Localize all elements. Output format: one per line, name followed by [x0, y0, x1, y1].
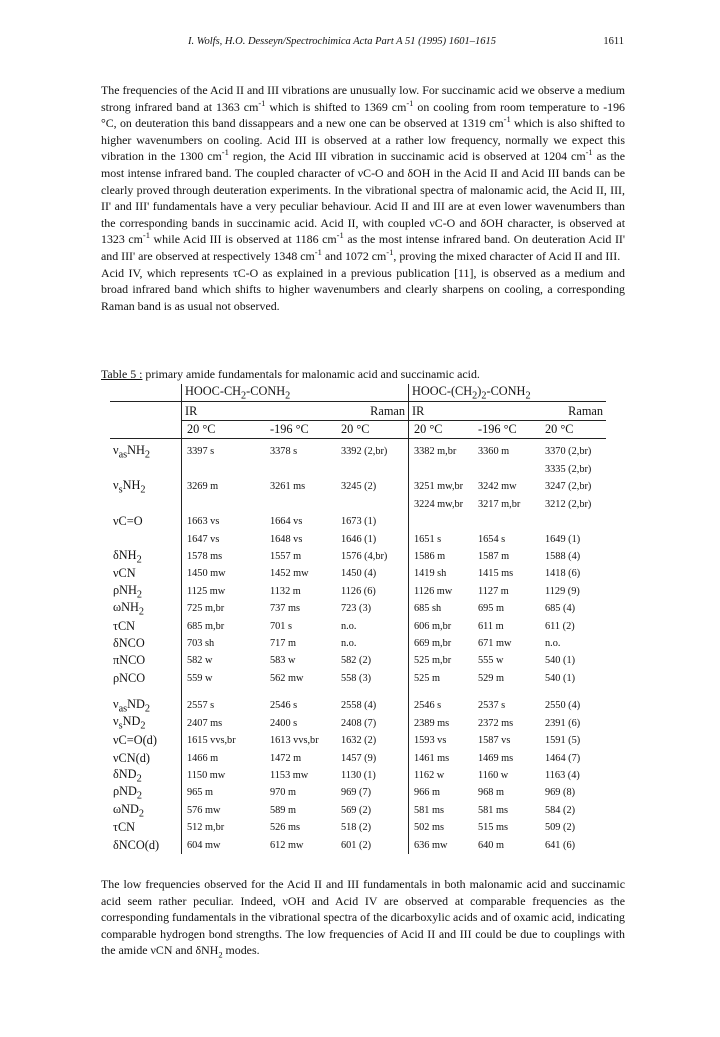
table-row: [110, 802, 606, 819]
table-cell: 685 m,br: [182, 617, 261, 634]
table-cell: n.o.: [545, 638, 561, 650]
table-cell: 540 (1): [545, 672, 576, 684]
table-cell: 2546 s: [409, 697, 474, 714]
paragraph-acid-iv: Acid IV, which represents τC-O as explained in a previous publication [11], is observed as a medium and broad infrared band which shifts to higher wavenumbers and clearly sharpens on cooling, a corresponding Raman band is as usual not observed.: [101, 265, 625, 313]
table-cell: 685 sh: [409, 600, 474, 617]
table-row: [110, 749, 606, 766]
table-cell: 611 (2): [545, 620, 575, 632]
superscript: -1: [221, 147, 229, 158]
table-cell: 1663 vs: [182, 513, 261, 530]
table-row: [110, 461, 606, 478]
table-cell: 968 m: [478, 787, 505, 799]
table-cell: 2558 (4): [341, 700, 377, 712]
raman-header: Raman: [541, 402, 606, 420]
table-header-methods: [110, 402, 606, 420]
table-cell: 3335 (2,br): [545, 463, 592, 475]
table-cell: 581 ms: [409, 802, 474, 819]
mode-label: ρNCO: [113, 670, 146, 685]
superscript: -1: [142, 230, 150, 241]
paragraph-low-frequencies: The low frequencies observed for the Acid II and III fundamentals in both malonamic acid and succinamic acid seem rather peculiar. Indeed, νOH and Acid IV are observed at comparable frequencies as the corresponding fundamentals in the vibrational spectra of the dicarboxylic acids and of oxamic acid, indicating comparable hydrogen bond strengths. The low frequencies of Acid II and III could be due to couplings with the amide νCN and δNH$_2$ modes.: [101, 877, 625, 960]
table-cell: 723 (3): [341, 603, 372, 615]
journal-citation: I. Wolfs, H.O. Desseyn/Spectrochimica Acta Part A 51 (1995) 1601–1615: [187, 36, 497, 47]
table-row: [110, 439, 606, 461]
table-cell: 1160 w: [478, 769, 509, 781]
table-cell: 685 (4): [545, 603, 576, 615]
table-row: [110, 767, 606, 784]
table-row: [110, 600, 606, 617]
table-cell: [260, 461, 337, 478]
table-cell: 604 mw: [182, 836, 261, 853]
mode-label: ωNH$_2$: [113, 600, 144, 618]
mode-label: ρNH$_2$: [113, 582, 143, 600]
table-cell: 3382 m,br: [409, 439, 474, 461]
mode-label: νC=O(d): [113, 733, 157, 748]
table-cell: 1163 (4): [545, 769, 580, 781]
table-cell: 2400 s: [270, 717, 298, 729]
superscript: -1: [503, 114, 511, 125]
body-text-bottom: [101, 876, 625, 959]
mode-label: $\nu_sND_2$: [113, 714, 146, 732]
table-cell: 1419 sh: [409, 565, 474, 582]
table-row: [110, 819, 606, 836]
table-cell: 970 m: [270, 787, 297, 799]
table-cell: 555 w: [478, 655, 504, 667]
table-cell: 509 (2): [545, 822, 576, 834]
table-cell: 2550 (4): [545, 700, 581, 712]
table-row: [110, 478, 606, 495]
table-cell: 3247 (2,br): [545, 481, 592, 493]
table-cell: 1647 vs: [182, 530, 261, 547]
table-cell: 671 mw: [478, 638, 512, 650]
table-row: [110, 697, 606, 714]
table-cell: 1587 m: [478, 550, 510, 562]
table-cell: 529 m: [478, 672, 505, 684]
malonamic-acid-formula: HOOC-$CH_2-CONH_2$: [182, 384, 409, 402]
mode-label: τCN: [113, 618, 136, 633]
table-cell: 1593 vs: [409, 732, 474, 749]
table-cell: 3245 (2): [341, 481, 377, 493]
table-cell: 1587 vs: [478, 735, 511, 747]
table-cell: 3378 s: [270, 446, 298, 458]
mode-label: ρND$_2$: [113, 784, 143, 802]
table-cell: 1654 s: [478, 533, 506, 545]
table-cell: 582 (2): [341, 655, 372, 667]
table-cell: 2372 ms: [478, 717, 514, 729]
table-row: [110, 530, 606, 547]
table-cell: 3397 s: [182, 439, 261, 461]
table-cell: 2557 s: [182, 697, 261, 714]
table-cell: 3360 m: [478, 446, 510, 458]
mode-label: $\nu_sNH_2$: [113, 478, 146, 496]
table-cell: 737 ms: [270, 603, 301, 615]
mode-label: δNCO: [113, 636, 145, 651]
body-text-top: [101, 82, 625, 314]
table-cell: 3212 (2,br): [545, 498, 592, 510]
mode-label: ωND$_2$: [113, 801, 144, 820]
table-cell: 1664 vs: [270, 516, 303, 528]
table-cell: [337, 496, 409, 513]
table-row: [110, 548, 606, 565]
temp-header: 20 °C: [541, 420, 606, 438]
table-cell: n.o.: [341, 638, 357, 650]
table-cell: 606 m,br: [409, 617, 474, 634]
table-label: Table 5 :: [101, 367, 143, 381]
superscript: -1: [406, 97, 414, 108]
table-row: [110, 784, 606, 801]
table-row: [110, 635, 606, 652]
table-cell: [409, 461, 474, 478]
table-cell: 3269 m: [182, 478, 261, 495]
table-header-compounds: [110, 384, 606, 402]
table-row: [110, 513, 606, 530]
table-cell: 612 mw: [270, 839, 304, 851]
table-cell: 965 m: [182, 784, 261, 801]
table-cell: [473, 513, 541, 530]
running-header: [100, 36, 624, 52]
table-cell: 584 (2): [545, 804, 576, 816]
table-cell: 669 m,br: [409, 635, 474, 652]
mode-label: τCN: [113, 820, 136, 835]
table-cell: 717 m: [270, 638, 297, 650]
table-cell: 601 (2): [341, 839, 372, 851]
table-cell: 1127 m: [478, 585, 509, 597]
succinamic-acid-formula: HOOC-$(CH_2)_2-CONH_2$: [409, 384, 607, 402]
ir-header: IR: [409, 402, 542, 420]
table-cell: 966 m: [409, 784, 474, 801]
table-row: [110, 565, 606, 582]
table-cell: 589 m: [270, 804, 297, 816]
table-cell: [182, 461, 261, 478]
table-cell: [409, 513, 474, 530]
table-cell: 1464 (7): [545, 752, 581, 764]
table-header-temperatures: [110, 420, 606, 438]
superscript: -1: [258, 97, 266, 108]
superscript: -1: [585, 147, 593, 158]
table-cell: 3261 ms: [270, 481, 306, 493]
table-cell: 1450 mw: [182, 565, 261, 582]
table-cell: 512 m,br: [182, 819, 261, 836]
table-cell: 558 (3): [341, 672, 372, 684]
table-cell: 640 m: [478, 839, 505, 851]
table-cell: 1591 (5): [545, 735, 581, 747]
temp-header: 20 °C: [182, 420, 261, 438]
table-cell: 1150 mw: [182, 767, 261, 784]
table-cell: 502 ms: [409, 819, 474, 836]
table-cell: 1472 m: [270, 752, 302, 764]
superscript: -1: [386, 246, 394, 257]
table-cell: 1673 (1): [341, 516, 377, 528]
table-cell: [337, 461, 409, 478]
table-row: [110, 836, 606, 853]
mode-label: δNCO(d): [113, 837, 160, 852]
table-cell: 1632 (2): [341, 735, 377, 747]
table-row: [110, 652, 606, 669]
table-cell: 2408 (7): [341, 717, 377, 729]
temp-header: 20 °C: [337, 420, 409, 438]
table-cell: 1649 (1): [545, 533, 581, 545]
temp-header: -196 °C: [473, 420, 541, 438]
paragraph-acid-frequencies: The frequencies of the Acid II and III vibrations are unusually low. For succinamic acid we observe a medium strong infrared band at 1363 $cm^{-1}$ which is shifted to 1369 $cm^{-1}$ on cooling from room temperature to -196 °C, on deuteration this band dissappears and a new one can be observed at 1319 $cm^{-1}$ which is also shifted to higher wavenumbers on cooling. Acid III is observed at a rather low frequency, normally we expect this vibration in the 1300 $cm^{-1}$ region, the Acid III vibration in succinamic acid is observed at 1204 $cm^{-1}$ as the most intense infrared band. The coupled character of νC-O and δOH in the Acid II and Acid III bands can be clearly proved through deuteration experiments. In the vibrational spectra of malonamic acid, the Acid II, III, II' and III' fundamentals have a very peculiar behaviour. Acid II and III are at even lower wavenumbers than the corresponding bands in succinamic acid. Acid II, with coupled νC-O and δOH character, is observed at 1323 $cm^{-1}$ while Acid III is observed at 1186 $cm^{-1}$ as the most intense infrared band. On deuteration Acid II' and III' are observed at respectively 1348 $cm^{-1}$ and 1072 $cm^{-1}$, proving the mixed character of Acid II and III.: [101, 83, 626, 263]
table-cell: 581 ms: [478, 804, 509, 816]
table-cell: 2546 s: [270, 700, 298, 712]
table-cell: 569 (2): [341, 804, 372, 816]
table-caption: [101, 366, 625, 382]
table-cell: 515 ms: [478, 822, 509, 834]
table-cell: 1466 m: [182, 749, 261, 766]
table-cell: 1586 m: [409, 548, 474, 565]
table-cell: 1450 (4): [341, 568, 377, 580]
table-cell: 1125 mw: [182, 583, 261, 600]
table-cell: 2391 (6): [545, 717, 581, 729]
table-cell: 1126 mw: [409, 583, 474, 600]
table-cell: 3392 (2,br): [341, 446, 388, 458]
table-cell: 969 (7): [341, 787, 372, 799]
table-cell: 526 ms: [270, 822, 301, 834]
table-cell: 1129 (9): [545, 585, 580, 597]
table-cell: 1588 (4): [545, 550, 581, 562]
mode-label: νCN: [113, 566, 136, 581]
table-cell: [260, 496, 337, 513]
table-cell: n.o.: [341, 620, 357, 632]
table-cell: 1130 (1): [341, 769, 376, 781]
table-cell: 3242 mw: [478, 481, 517, 493]
table-cell: 2537 s: [478, 700, 506, 712]
table-cell: 611 m: [478, 620, 504, 632]
amide-fundamentals-table: [110, 384, 606, 854]
mode-label: δND$_2$: [113, 766, 142, 785]
table-cell: 1557 m: [270, 550, 302, 562]
table-cell: 695 m: [478, 603, 505, 615]
table-cell: 1415 ms: [478, 568, 514, 580]
table-cell: 1153 mw: [270, 769, 309, 781]
page-number: 1611: [603, 36, 624, 47]
table-cell: 1461 ms: [409, 749, 474, 766]
table-spacer: [110, 687, 606, 697]
table-cell: 583 w: [270, 655, 296, 667]
mode-label: νCN(d): [113, 750, 150, 765]
table-cell: 1651 s: [409, 530, 474, 547]
table-row: [110, 583, 606, 600]
table-cell: 636 mw: [409, 836, 474, 853]
table-cell: 3370 (2,br): [545, 446, 592, 458]
table-cell: 540 (1): [545, 655, 576, 667]
superscript: -1: [314, 246, 322, 257]
table-cell: 3251 mw,br: [409, 478, 474, 495]
table-cell: 1132 m: [270, 585, 301, 597]
mode-label: πNCO: [113, 653, 146, 668]
table-cell: 1576 (4,br): [341, 550, 388, 562]
table-cell: 969 (8): [545, 787, 576, 799]
table-row: [110, 732, 606, 749]
superscript: -1: [336, 230, 344, 241]
table-cell: 562 mw: [270, 672, 304, 684]
mode-label: δNH$_2$: [113, 547, 142, 566]
table-cell: 1648 vs: [270, 533, 303, 545]
ir-header: IR: [182, 402, 338, 420]
table-cell: 1646 (1): [341, 533, 377, 545]
mode-label: $\nu_{as}ND_2$: [113, 697, 150, 715]
table-cell: 518 (2): [341, 822, 372, 834]
table-cell: [541, 513, 606, 530]
mode-label: νC=O: [113, 514, 143, 529]
table-cell: 2389 ms: [409, 714, 474, 731]
table-cell: 641 (6): [545, 839, 576, 851]
table-row: [110, 714, 606, 731]
table-cell: 1452 mw: [270, 568, 309, 580]
table-cell: 725 m,br: [182, 600, 261, 617]
table-cell: 576 mw: [182, 802, 261, 819]
table-cell: 559 w: [182, 670, 261, 687]
table-cell: 1457 (9): [341, 752, 377, 764]
table-cell: 1126 (6): [341, 585, 376, 597]
table-cell: [182, 496, 261, 513]
table-cell: 701 s: [270, 620, 293, 632]
temp-header: -196 °C: [260, 420, 337, 438]
table-cell: [473, 461, 541, 478]
table-cell: 1469 ms: [478, 752, 514, 764]
table-cell: 1418 (6): [545, 568, 581, 580]
table-cell: 2407 ms: [182, 714, 261, 731]
temp-header: 20 °C: [409, 420, 474, 438]
table-cell: 582 w: [182, 652, 261, 669]
table-cell: 1613 vvs,br: [270, 735, 319, 747]
table-row: [110, 670, 606, 687]
table-cell: 703 sh: [182, 635, 261, 652]
table-cell: 1615 vvs,br: [182, 732, 261, 749]
table-cell: 3224 mw,br: [409, 496, 474, 513]
table-cell: 1578 ms: [182, 548, 261, 565]
table-cell: 525 m,br: [409, 652, 474, 669]
mode-label: $\nu_{as}NH_2$: [113, 443, 150, 461]
table-cell: 1162 w: [409, 767, 474, 784]
raman-header: Raman: [337, 402, 409, 420]
table-cell: 3217 m,br: [478, 498, 521, 510]
table-row: [110, 617, 606, 634]
table-row: [110, 496, 606, 513]
table-cell: 525 m: [409, 670, 474, 687]
table-caption-text: primary amide fundamentals for malonamic acid and succinamic acid.: [142, 367, 480, 381]
